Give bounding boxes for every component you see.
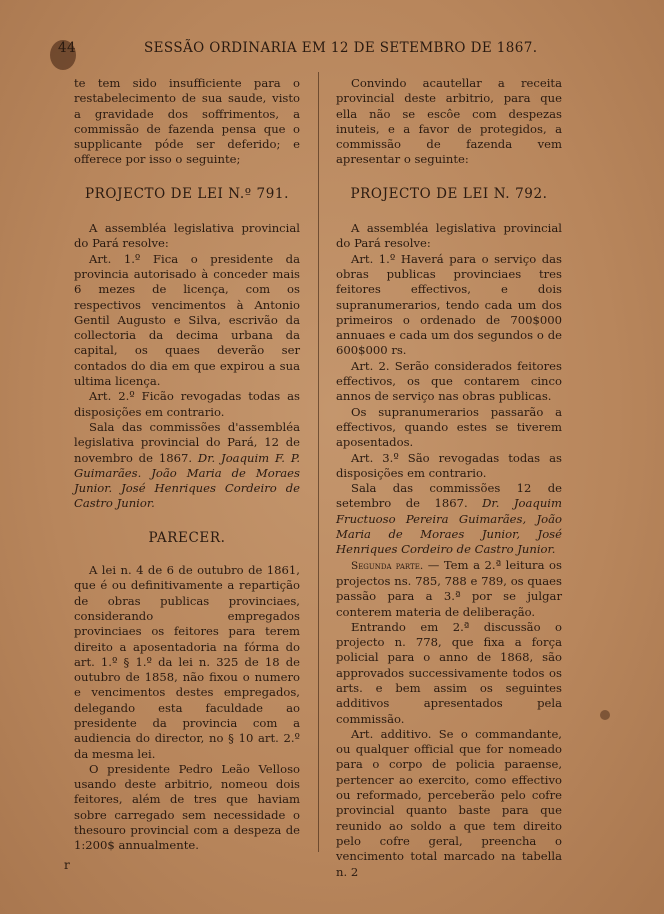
article-1-right: Art. 1.º Haverá para o serviço das obras publicas provinciaes tres feitores effectivos, e dois supranumerarios, tendo cada um dos primeiros o ordenado de 700$000 annuaes e cada um dos segundos o de 600$000 rs. — [336, 251, 562, 358]
page-header — [40, 40, 624, 60]
right-column — [336, 76, 562, 880]
resolve-paragraph-right: A assembléa legislativa provincial do Pará resolve: — [336, 221, 562, 251]
entrando-paragraph: Entrando em 2.ª discussão o projecto n. 778, que fixa a força policial para o anno de 1868, são approvados successivamente todos os arts. e bem assim os seguintes additivos apresentados pela commissão. — [336, 619, 562, 726]
left-column — [74, 76, 300, 854]
session-title: SESSÃO ORDINARIA EM 12 DE SETEMBRO DE 1867. — [144, 40, 538, 56]
signatures-right: Dr. Joaquim Fructuoso Pereira Guimarães, João Maria de Moraes Junior, José Henriques Cordeiro de Castro Junior. — [336, 496, 562, 557]
article-2-right: Art. 2. Serão considerados feitores effectivos, os que contarem cinco annos de serviço nas obras publicas. — [336, 358, 562, 404]
sala-text: Sala das commissões d'assembléa legislativa provincial do Pará, 12 de novembro de 1867. — [74, 419, 300, 465]
article-1: Art. 1.º Fica o presidente da provincia autorisado à conceder mais 6 mezes de licença, com os respectivos vencimentos à Antonio Gentil Augusto e Silva, escrivão da collectoria da decima urbana da capital, os quaes deverão ser contados do dia em que expirou a sua ultima licença. — [74, 251, 300, 389]
article-3-right: Art. 3.º São revogadas todas as disposições em contrario. — [336, 450, 562, 480]
segunda-parte-label: Segunda parte. — [351, 559, 424, 572]
page-number: 44 — [58, 40, 76, 56]
sala-text-right: Sala das commissões 12 de setembro de 1867. — [336, 481, 562, 511]
additivo-paragraph: Art. additivo. Se o commandante, ou qualquer official que for nomeado para o corpo de policia paraense, pertencer ao exercito, como effectivo ou reformado, perceberão pelo cofre provincial quanto baste para que reunido ao soldo a que tem direito pelo cofre geral, preencha o vencimento total marcado na tabella n. 2 — [336, 726, 562, 879]
signature-block — [74, 420, 300, 512]
projeto-792-title: PROJECTO DE LEI N. 792. — [350, 185, 548, 202]
column-divider — [318, 72, 319, 852]
signature-block-right — [336, 481, 562, 557]
segunda-parte-text: — Tem a 2.ª leitura os projectos ns. 785, 788 e 789, os quaes passão para a 3.ª por se julgar conterem materia de deliberação. — [336, 557, 562, 619]
resolve-paragraph: A assembléa legislativa provincial do Pará resolve: — [74, 221, 300, 251]
parecer-paragraph-2: O presidente Pedro Leão Velloso usando deste arbitrio, nomeou dois feitores, além de tres que haviam sobre carregado sem necessidade o thesouro provincial com a despeza de 1:200$ annualmente. — [74, 761, 300, 853]
projeto-791-title: PROJECTO DE LEI N.º 791. — [84, 185, 290, 202]
supranumerarios-paragraph: Os supranumerarios passarão a effectivos, quando estes se tiverem aposentados. — [336, 404, 562, 450]
parecer-title: PARECER. — [148, 529, 226, 546]
parecer-paragraph-1: A lei n. 4 de 6 de outubro de 1861, que é ou definitivamente a repartição de obras publicas provinciaes, considerando empregados provinciaes os feitores para terem direito a aposentadoria na fórma do art. 1.º § 1.º da lei n. 325 de 18 de outubro de 1858, não fixou o numero e vencimentos destes empregados, delegando esta faculdade ao presidente da provincia com a audiencia do director, no § 10 art. 2.º da mesma lei. — [74, 563, 300, 761]
footer-mark: r — [64, 858, 70, 872]
intro-paragraph: te tem sido insufficiente para o restabelecimento de sua saude, visto a gravidade dos soffrimentos, a commissão de fazenda pensa que o supplicante póde ser deferido; e offerece por isso o seguinte; — [74, 76, 300, 167]
article-2: Art. 2.º Ficão revogadas todas as disposições em contrario. — [74, 389, 300, 419]
ink-stain-right-margin — [600, 710, 610, 720]
segunda-parte-paragraph — [336, 558, 562, 620]
signatures: Dr. Joaquim F. P. Guimarães. João Maria de Moraes Junior. José Henriques Cordeiro de Castro Junior. — [74, 450, 301, 511]
intro-paragraph-right: Convindo acautellar a receita provincial deste arbitrio, para que ella não se escôe com despezas inuteis, e a favor de protegidos, a commissão de fazenda vem apresentar o seguinte: — [336, 76, 562, 167]
